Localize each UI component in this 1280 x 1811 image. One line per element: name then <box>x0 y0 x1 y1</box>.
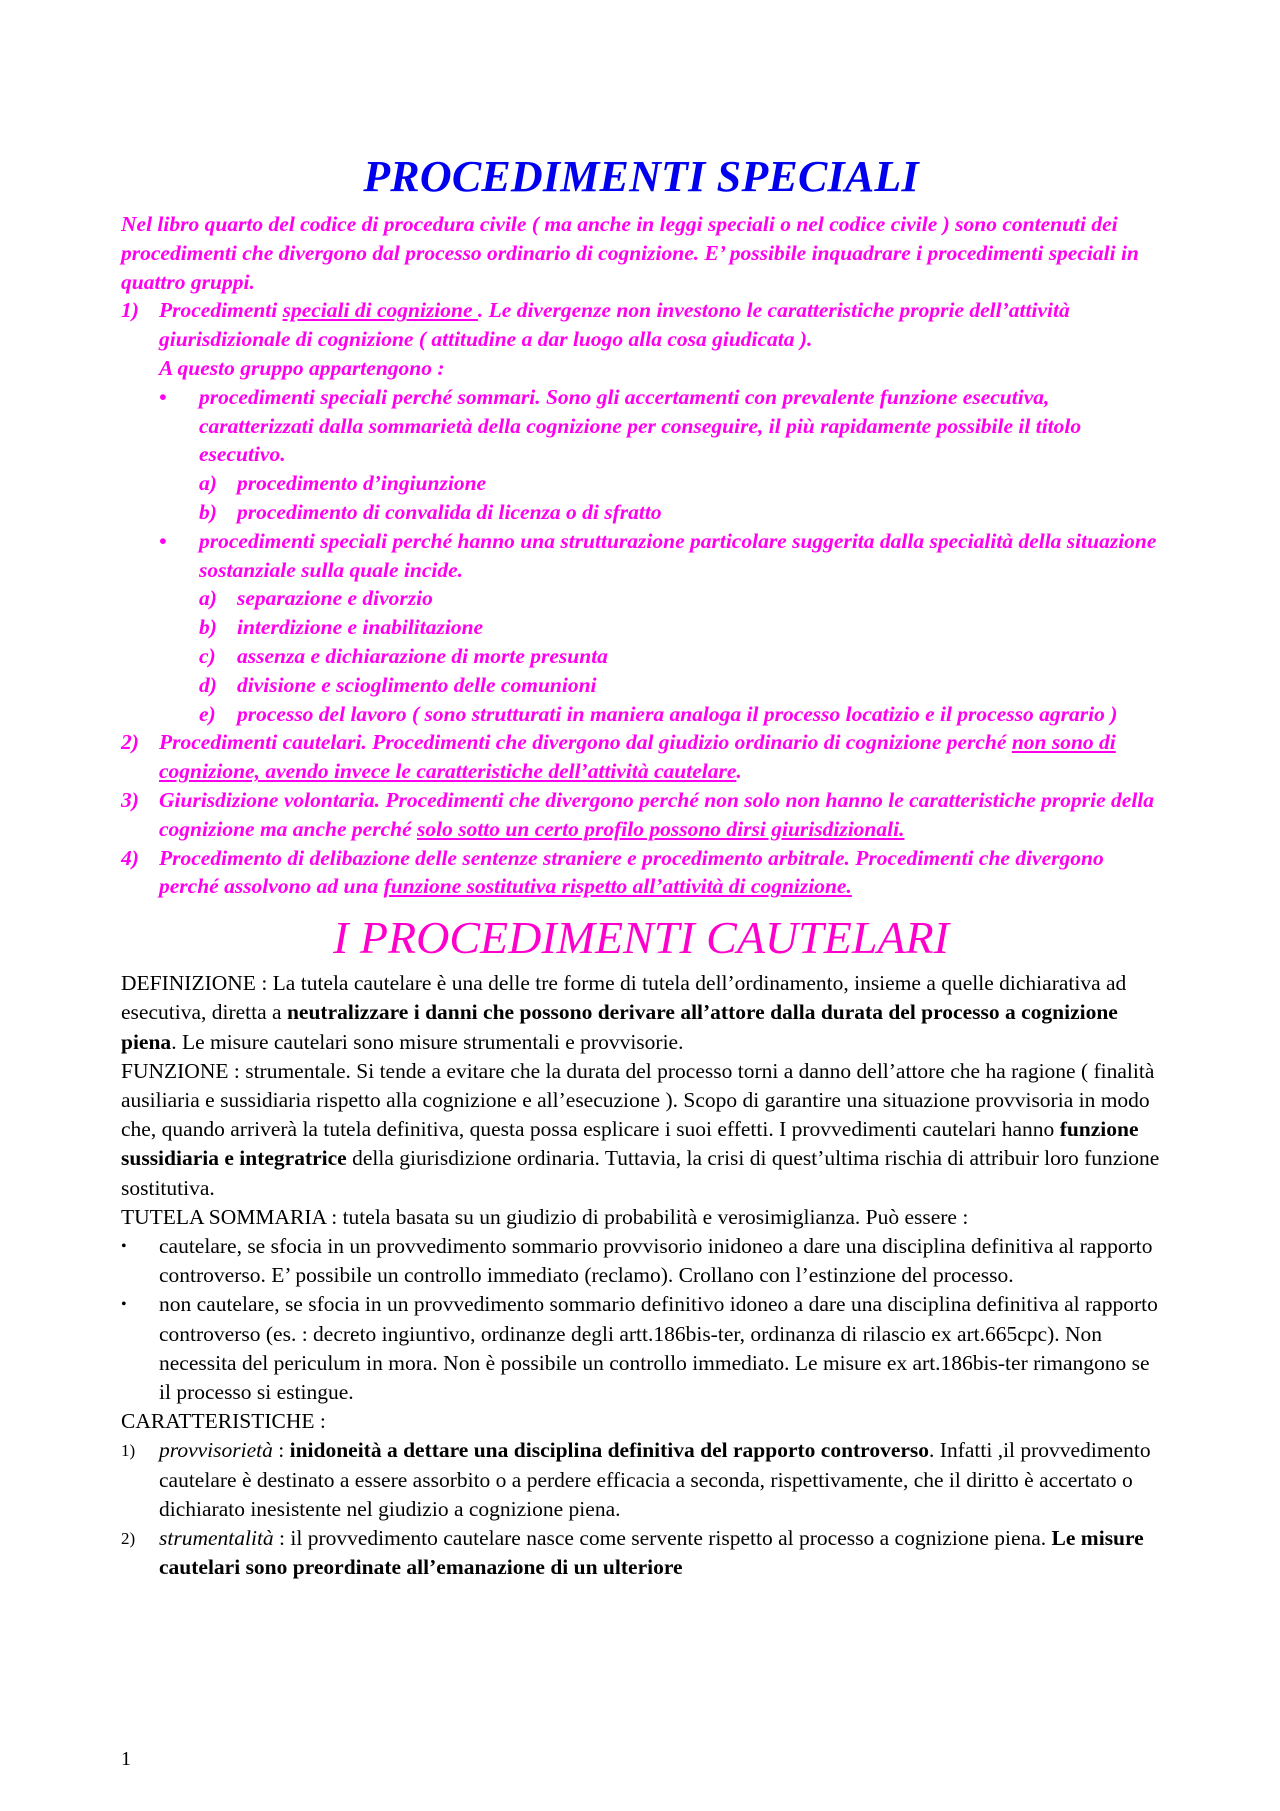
group-2 <box>121 728 1161 786</box>
intro-paragraph: Nel libro quarto del codice di procedura civile ( ma anche in leggi speciali o nel codice civile ) sono contenuti dei procedimenti che divergono dal processo ordinario di cognizione. E’ possibile inquadrare i procedimenti speciali in quattro gruppi. <box>121 212 1139 294</box>
group-4 <box>121 844 1161 902</box>
sub-list-letter: d) <box>199 672 217 697</box>
definition-paragraph <box>121 969 1161 1057</box>
page-number: 1 <box>121 1748 131 1770</box>
sub-list-letter: e) <box>199 701 216 726</box>
sub-list-text: assenza e dichiarazione di morte presunta <box>237 643 608 668</box>
sub-list-text: separazione e divorzio <box>237 586 433 611</box>
sub-list-text: interdizione e inabilitazione <box>237 615 484 640</box>
bold-text: neutralizzare i danni che possono derivare all’attore dalla durata del processo a cognizione piena <box>121 1000 1118 1054</box>
sub-list-letter: c) <box>199 643 216 668</box>
tutela-paragraph: TUTELA SOMMARIA : tutela basata su un giudizio di probabilità e verosimiglianza. Può essere : <box>121 1204 969 1229</box>
group-number: 1) <box>121 298 139 323</box>
group-text: . <box>736 759 742 784</box>
characteristics-heading: CARATTERISTICHE : <box>121 1409 326 1434</box>
sub-list-item <box>121 642 1161 671</box>
sub-list-text: processo del lavoro ( sono strutturati in maniera analoga il processo locatizio e il processo agrario ) <box>237 701 1118 726</box>
underlined-text: speciali di cognizione <box>282 298 478 323</box>
text: : <box>272 1438 290 1463</box>
sub-list-text: procedimento d’ingiunzione <box>237 471 487 496</box>
bold-text: Le misure cautelari sono preordinate all’emanazione di un ulteriore <box>159 1525 1144 1580</box>
group-text: Giurisdizione volontaria. Procedimenti che divergono perché non solo non hanno le caratteristiche proprie della cognizione ma anche perché <box>159 787 1155 841</box>
group-number: 2) <box>121 730 139 755</box>
bold-text: inidoneità a dettare una disciplina definitiva del rapporto controverso <box>289 1438 930 1463</box>
sub-list-2 <box>121 584 1161 728</box>
list-number: 2) <box>121 1528 136 1548</box>
tutela-list-item <box>121 1290 1161 1407</box>
main-title: PROCEDIMENTI SPECIALI <box>363 152 919 201</box>
group-text: Procedimenti cautelari. Procedimenti che divergono dal giudizio ordinario di cognizione perché <box>159 730 1012 755</box>
bullet-icon: • <box>159 528 167 553</box>
text: FUNZIONE : strumentale. Si tende a evitare che la durata del processo torni a danno dell’attore che ha ragione ( finalità ausiliaria e sussidiaria rispetto alla cognizione e all’esecuzione ). Scopo di garantire una situazione provvisoria in modo che, quando arriverà la tutela definitiva, questa possa esplicare i suoi effetti. I provvedimenti cautelari hanno <box>121 1058 1155 1142</box>
text: . Le misure cautelari sono misure strumentali e provvisorie. <box>171 1029 684 1054</box>
sub-list-item <box>121 671 1161 700</box>
text: DEFINIZIONE : La tutela cautelare è una delle tre forme di tutela dell’ordinamento, insieme a quelle dichiarativa ad esecutiva, diretta a <box>121 971 1127 1025</box>
characteristic-2 <box>121 1524 1161 1582</box>
sub-list-letter: a) <box>199 471 217 496</box>
sub-list-letter: b) <box>199 499 217 524</box>
bullet-item <box>121 383 1161 469</box>
sub-list-item <box>121 498 1161 527</box>
document-page <box>121 148 1161 1582</box>
bullet-icon: • <box>159 384 167 409</box>
group-number: 3) <box>121 787 139 812</box>
group-3 <box>121 786 1161 844</box>
italic-term: strumentalità <box>159 1525 274 1550</box>
sub-list-text: divisione e scioglimento delle comunioni <box>237 672 597 697</box>
group-belong-label: A questo gruppo appartengono : <box>159 355 445 380</box>
sub-list-item <box>121 613 1161 642</box>
function-paragraph <box>121 1057 1161 1203</box>
tutela-list <box>121 1232 1161 1407</box>
tutela-list-item <box>121 1232 1161 1290</box>
sub-list-item <box>121 469 1161 498</box>
group-1 <box>121 296 1161 382</box>
bullet-item <box>121 527 1161 585</box>
sub-list-1 <box>121 469 1161 527</box>
bold-text: funzione sussidiaria e integratrice <box>121 1117 1139 1171</box>
tutela-item-text: cautelare, se sfocia in un provvedimento sommario provvisorio inidoneo a dare una disciplina definitiva al rapporto controverso. E’ possibile un controllo immediato (reclamo). Crollano con l’estinzione del processo. <box>159 1233 1153 1288</box>
bullet-icon: • <box>121 1237 127 1255</box>
group-text: . Le divergenze non investono le caratteristiche proprie dell’attività giurisdizionale di cognizione ( attitudine a dar luogo alla cosa giudicata ). <box>159 298 1070 352</box>
bullet-text: procedimenti speciali perché hanno una strutturazione particolare suggerita dalla specialità della situazione sostanziale sulla quale incide. <box>199 528 1157 582</box>
group-text: Procedimento di delibazione delle sentenze straniere e procedimento arbitrale. Procedimenti che divergono perché assolvono ad una <box>159 845 1104 899</box>
underlined-text: funzione sostitutiva rispetto all’attività di cognizione. <box>383 874 852 899</box>
section-title: I PROCEDIMENTI CAUTELARI <box>333 912 949 964</box>
group-number: 4) <box>121 845 139 870</box>
sub-list-text: procedimento di convalida di licenza o di sfratto <box>237 499 662 524</box>
sub-list-item <box>121 700 1161 729</box>
characteristic-1 <box>121 1436 1161 1524</box>
special-procedures-section <box>121 210 1161 901</box>
bullet-icon: • <box>121 1296 127 1314</box>
underlined-text: solo sotto un certo profilo possono dirsi giurisdizionali. <box>417 816 905 841</box>
underlined-text: non sono di cognizione, avendo invece le caratteristiche dell’attività cautelare <box>159 730 1116 784</box>
cautelari-section <box>121 969 1161 1582</box>
list-number: 1) <box>121 1441 136 1461</box>
italic-term: provvisorietà <box>159 1438 273 1463</box>
tutela-item-text: non cautelare, se sfocia in un provvedimento sommario definitivo idoneo a dare una disciplina definitiva al rapporto controverso (es. : decreto ingiuntivo, ordinanze degli artt.186bis-ter, ordinanza di rilascio ex art.665cpc). Non necessita del periculum in mora. Non è possibile un controllo immediato. Le misure ex art.186bis-ter rimangono se il processo si estingue. <box>159 1292 1158 1404</box>
text: della giurisdizione ordinaria. Tuttavia, la crisi di quest’ultima rischia di attribuir loro funzione sostitutiva. <box>121 1146 1160 1200</box>
text: : il provvedimento cautelare nasce come servente rispetto al processo a cognizione piena. <box>273 1525 1052 1550</box>
text: . Infatti ,il provvedimento cautelare è destinato a essere assorbito o a perdere efficacia a seconda, rispettivamente, che il diritto è accertato o dichiarato inesistente nel giudizio a cognizione piena. <box>159 1438 1151 1521</box>
bullet-text: procedimenti speciali perché sommari. Sono gli accertamenti con prevalente funzione esecutiva, caratterizzati dalla sommarietà della cognizione per conseguire, il più rapidamente possibile il titolo esecutivo. <box>199 384 1082 467</box>
sub-list-letter: a) <box>199 586 217 611</box>
group-text: Procedimenti <box>159 298 283 323</box>
sub-list-letter: b) <box>199 615 217 640</box>
sub-list-item <box>121 584 1161 613</box>
